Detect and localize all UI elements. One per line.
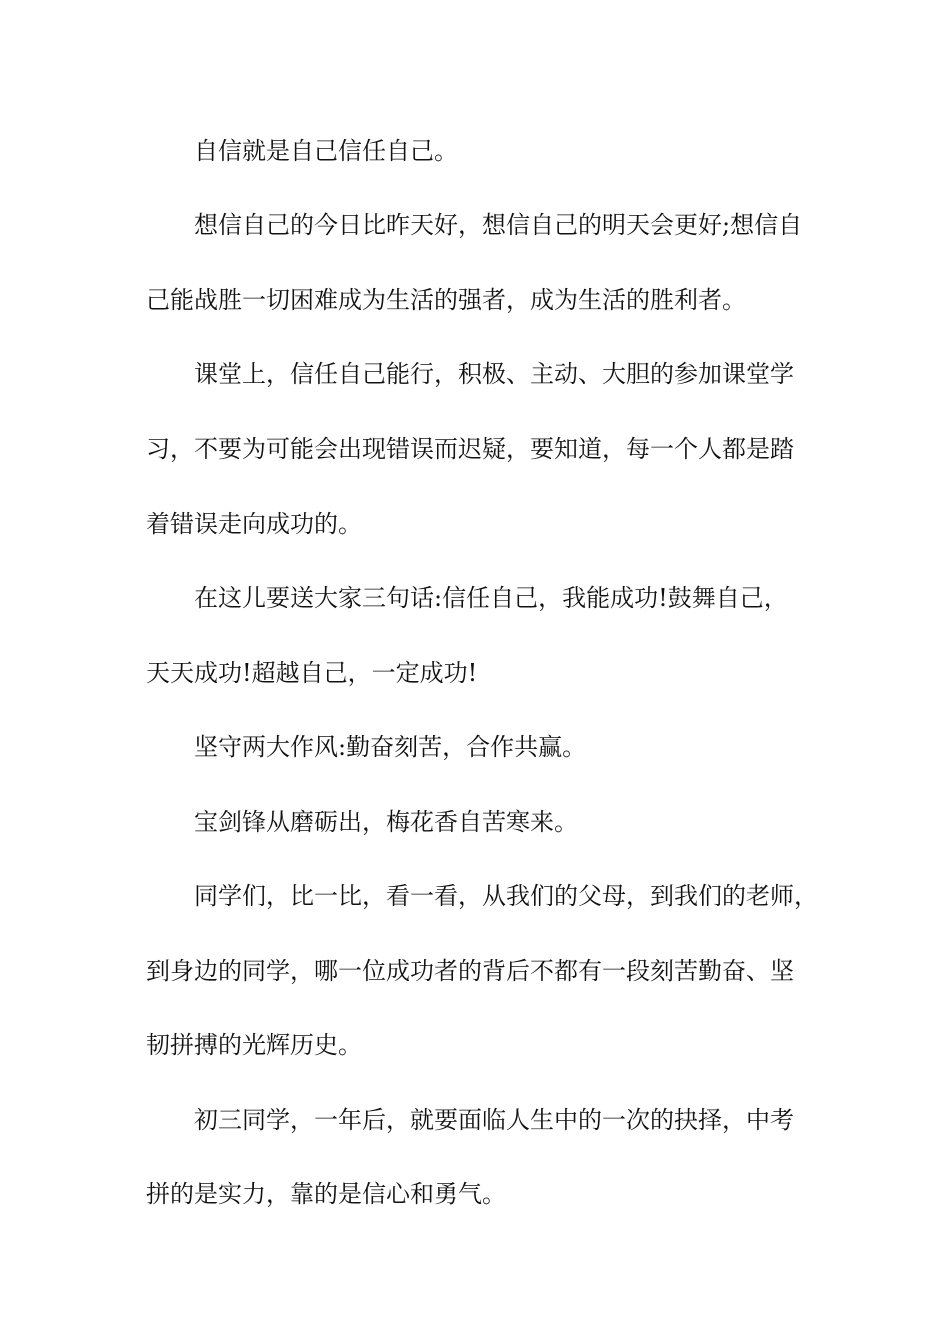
paragraph-2-line-2: 己能战胜一切困难成为生活的强者，成为生活的胜利者。 [146,286,746,314]
paragraph-3-line-3: 着错误走向成功的。 [146,510,362,538]
paragraph-7-line-3: 韧拼搏的光辉历史。 [146,1031,362,1059]
paragraph-4-line-2: 天天成功!超越自己，一定成功! [146,659,478,687]
paragraph-6-line-1: 宝剑锋从磨砺出，梅花香自苦寒来。 [194,808,578,836]
paragraph-1-line-1: 自信就是自己信任自己。 [194,137,458,165]
paragraph-5-line-1: 坚守两大作风:勤奋刻苦，合作共赢。 [194,733,587,761]
paragraph-3-line-1: 课堂上，信任自己能行，积极、主动、大胆的参加课堂学 [194,360,794,388]
paragraph-7-line-1: 同学们，比一比，看一看，从我们的父母，到我们的老师， [194,882,818,910]
paragraph-7-line-2: 到身边的同学，哪一位成功者的背后不都有一段刻苦勤奋、坚 [146,957,794,985]
paragraph-8-line-2: 拼的是实力，靠的是信心和勇气。 [146,1180,506,1208]
paragraph-4-line-1: 在这儿要送大家三句话:信任自己，我能成功!鼓舞自己， [194,584,788,612]
paragraph-2-line-1: 想信自己的今日比昨天好，想信自己的明天会更好;想信自 [194,211,803,239]
paragraph-8-line-1: 初三同学，一年后，就要面临人生中的一次的抉择，中考 [194,1106,794,1134]
paragraph-3-line-2: 习，不要为可能会出现错误而迟疑，要知道，每一个人都是踏 [146,435,794,463]
